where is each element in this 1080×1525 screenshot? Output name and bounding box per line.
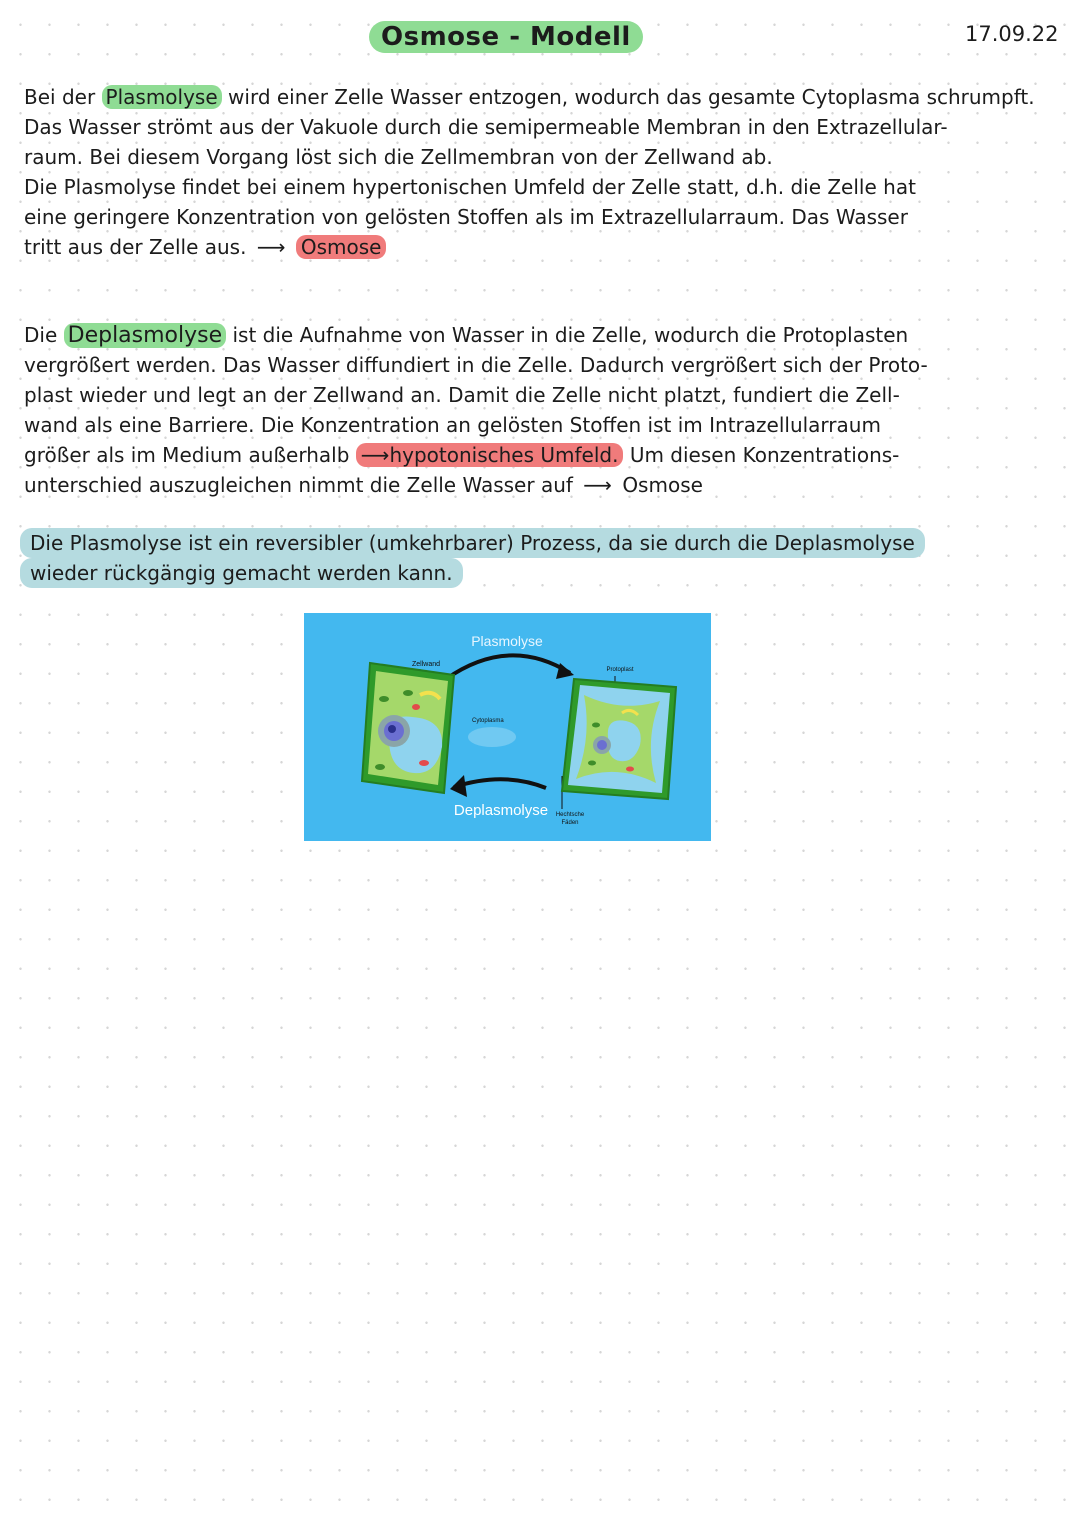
paragraph-deplasmolyse (24, 320, 1069, 500)
text: tritt aus der Zelle aus. (24, 235, 247, 259)
text: unterschied auszugleichen nimmt die Zelle Wasser auf (24, 473, 573, 497)
label-cytoplasma: Cytoplasma (472, 718, 504, 724)
text-line: eine geringere Konzentration von gelösten Stoffen als im Extrazellularraum. Das Wasser (24, 205, 908, 229)
plasmolysis-diagram (304, 613, 711, 841)
text-line: Die Plasmolyse findet bei einem hypertonischen Umfeld der Zelle statt, d.h. die Zelle hat (24, 175, 916, 199)
text-line (24, 440, 1069, 470)
text-line (24, 232, 1069, 262)
arrow-deplasmolyse-icon (454, 779, 546, 788)
arrowhead-icon (450, 775, 467, 797)
text-line (24, 470, 1069, 500)
label-plasmolyse: Plasmolyse (471, 633, 543, 649)
text: wird einer Zelle Wasser entzogen, wodurch das gesamte Cytoplasma schrumpft. (228, 85, 1035, 109)
arrow-icon: ⟶ (256, 235, 286, 259)
label-zellwand: Zellwand (411, 661, 441, 668)
text: Die (24, 323, 58, 347)
cell-plasmolyzed (562, 679, 676, 799)
text-line: wand als eine Barriere. Die Konzentration an gelösten Stoffen ist im Intrazellularraum (24, 413, 881, 437)
text-line (20, 528, 1065, 558)
paragraph-plasmolyse (24, 82, 1069, 262)
text-line: vergrößert werden. Das Wasser diffundiert in die Zelle. Dadurch vergrößert sich der Proto- (24, 353, 928, 377)
highlight-note: wieder rückgängig gemacht werden kann. (20, 558, 463, 588)
arrow-plasmolyse-icon (446, 655, 570, 679)
cell-turgid (362, 663, 454, 793)
text: Osmose (622, 473, 703, 497)
text: größer als im Medium außerhalb (24, 443, 350, 467)
text: Um diesen Konzentrations- (629, 443, 900, 467)
highlight-osmose: Osmose (296, 235, 387, 259)
diagram-svg (304, 613, 711, 841)
text-line (20, 558, 1065, 588)
label-faeden: Fäden (561, 820, 579, 826)
highlight-note: Die Plasmolyse ist ein reversibler (umkehrbarer) Prozess, da sie durch die Deplasmolyse (20, 528, 925, 558)
arrow-icon: ⟶ (583, 473, 612, 497)
page-title: Osmose - Modell (369, 21, 643, 53)
label-deplasmolyse: Deplasmolyse (453, 802, 549, 819)
label-faeden: Hechtsche (555, 812, 585, 818)
text-line: Das Wasser strömt aus der Vakuole durch die semipermeable Membran in den Extrazellular- (24, 115, 948, 139)
highlight-deplasmolyse: Deplasmolyse (64, 323, 227, 348)
text-line: plast wieder und legt an der Zellwand an. Damit die Zelle nicht platzt, fundiert die Zell- (24, 383, 900, 407)
note-reversible (20, 528, 1065, 588)
label-protoplast: Protoplast (606, 667, 634, 673)
text: ist die Aufnahme von Wasser in die Zelle, wodurch die Protoplasten (232, 323, 909, 347)
text: Bei der (24, 85, 96, 109)
text-line: raum. Bei diesem Vorgang löst sich die Zellmembran von der Zellwand ab. (24, 145, 773, 169)
highlight-hypotonisch: ⟶hypotonisches Umfeld. (356, 443, 624, 467)
text-line (24, 320, 1069, 350)
text-line (24, 82, 1069, 112)
cytoplasm-cloud (468, 727, 516, 747)
date: 17.09.22 (965, 22, 1059, 46)
highlight-plasmolyse: Plasmolyse (102, 85, 222, 109)
